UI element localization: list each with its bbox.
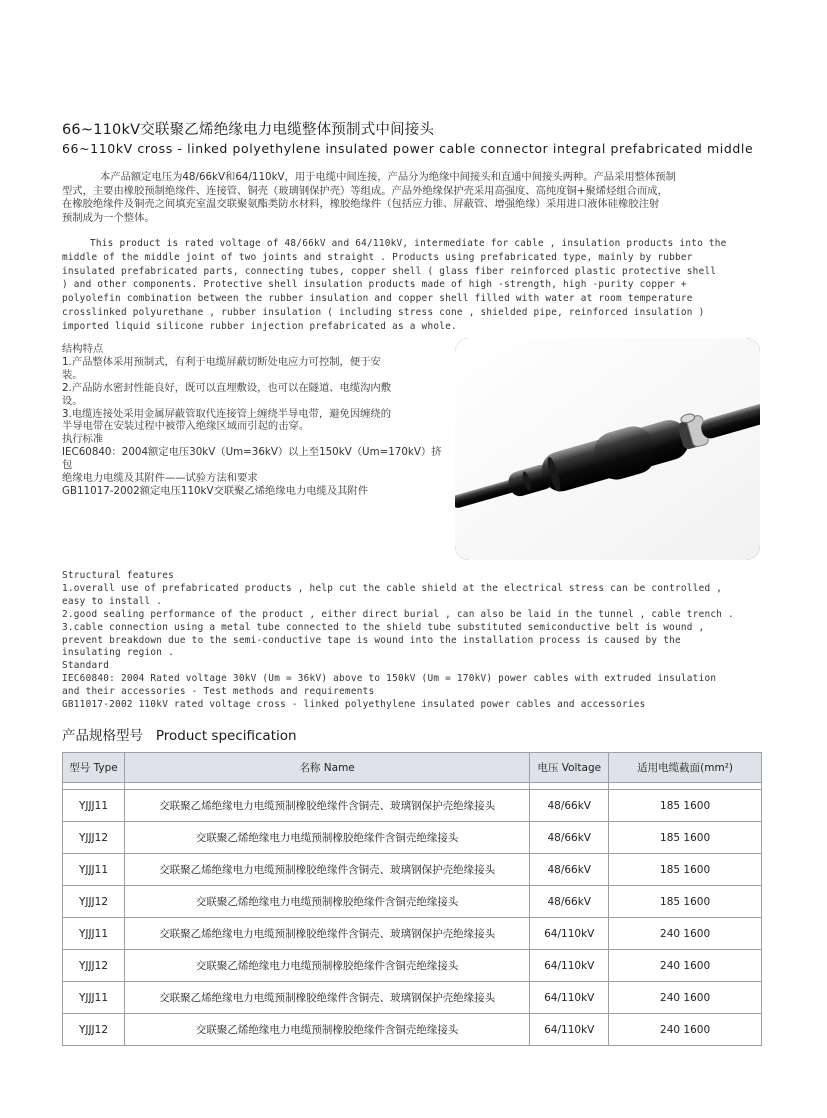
cell-cross-section: 240 1600: [609, 950, 762, 982]
cell-name: 交联聚乙烯绝缘电力电缆预制橡胶绝缘件含铜壳、玻璃钢保护壳绝缘接头: [124, 918, 529, 950]
features-cn-line: 2.产品防水密封性能良好，既可以直埋敷设，也可以在隧道、电缆沟内敷: [62, 381, 392, 394]
header-voltage: 电压 Voltage: [530, 753, 609, 783]
header-name: 名称 Name: [124, 753, 529, 783]
cell-name: 交联聚乙烯绝缘电力电缆预制橡胶绝缘件含铜壳、玻璃钢保护壳绝缘接头: [124, 982, 529, 1014]
features-en: [62, 570, 772, 712]
table-row: [63, 790, 762, 822]
cell-voltage: 48/66kV: [530, 822, 609, 854]
intro-en: [62, 237, 762, 334]
table-row: [63, 1014, 762, 1046]
table-spacer: [63, 783, 762, 790]
table-row: [63, 950, 762, 982]
intro-cn: [62, 171, 762, 225]
cell-type: YJJJ11: [63, 982, 125, 1014]
cell-voltage: 64/110kV: [530, 982, 609, 1014]
intro-en-line: middle of the middle joint of two joints and straight . Products using prefabricated type, mainly by rubber: [62, 251, 693, 263]
table-row: [63, 854, 762, 886]
intro-en-line: This product is rated voltage of 48/66kV and 64/110kV, intermediate for cable , insulation products into the: [90, 238, 727, 249]
standard-en-heading: Standard: [62, 660, 110, 672]
features-cn-line: 设。: [62, 394, 83, 407]
features-en-line: 1.overall use of prefabricated products , help cut the cable shield at the electrical stress can be controlled ,: [62, 582, 723, 594]
table-header-row: [63, 753, 762, 783]
cell-cross-section: 240 1600: [609, 982, 762, 1014]
cell-type: YJJJ12: [63, 822, 125, 854]
features-cn-line: IEC60840：2004额定电压30kV（Um=36kV）以上至150kV（Um=170kV）挤包: [62, 446, 442, 472]
cell-cross-section: 240 1600: [609, 1014, 762, 1046]
features-en-line: IEC60840: 2004 Rated voltage 30kV (Um = 36kV) above to 150kV (Um = 170kV) power cables with extruded insulation: [62, 673, 717, 685]
intro-en-line: insulated prefabricated parts, connecting tubes, copper shell ( glass fiber reinforced plastic protective shell: [62, 265, 717, 277]
features-cn-line: 装。: [62, 368, 83, 381]
features-cn-line: 半导电带在安装过程中被带入绝缘区域而引起的击穿。: [62, 420, 310, 433]
intro-cn-line: 在橡胶绝缘件及铜壳之间填充室温交联聚氨酯类防水材料，橡胶绝缘件（包括应力锥、屏蔽管、增强绝缘）采用进口液体硅橡胶注射: [62, 198, 660, 210]
standard-cn-heading: 执行标准: [62, 433, 104, 446]
spec-section-title: 产品规格型号 Product specification: [62, 728, 297, 744]
features-cn-line: 3.电缆连接处采用金属屏蔽管取代连接管上缠绕半导电带，避免因缠绕的: [62, 407, 392, 420]
cell-type: YJJJ11: [63, 854, 125, 886]
table-row: [63, 982, 762, 1014]
intro-en-line: imported liquid silicone rubber injection prefabricated as a whole.: [62, 320, 457, 332]
cell-type: YJJJ12: [63, 1014, 125, 1046]
cell-voltage: 64/110kV: [530, 950, 609, 982]
cell-type: YJJJ12: [63, 950, 125, 982]
features-cn-line: 1.产品整体采用预制式，有利于电缆屏蔽切断处电应力可控制，便于安: [62, 355, 381, 368]
intro-en-line: polyolefin combination between the rubber insulation and copper shell filled with water at room temperature: [62, 293, 693, 305]
cell-type: YJJJ11: [63, 918, 125, 950]
cell-voltage: 48/66kV: [530, 854, 609, 886]
features-cn: [62, 343, 447, 498]
cell-cross-section: 185 1600: [609, 854, 762, 886]
features-en-heading: Structural features: [62, 570, 174, 581]
cell-cross-section: 185 1600: [609, 790, 762, 822]
features-en-line: easy to install .: [62, 595, 163, 607]
intro-cn-line: 本产品额定电压为48/66kV和64/110kV，用于电缆中间连接，产品分为绝缘中间接头和直通中间接头两种。产品采用整体预制: [100, 171, 676, 183]
cell-name: 交联聚乙烯绝缘电力电缆预制橡胶绝缘件含铜壳绝缘接头: [124, 822, 529, 854]
cell-name: 交联聚乙烯绝缘电力电缆预制橡胶绝缘件含铜壳、玻璃钢保护壳绝缘接头: [124, 854, 529, 886]
features-en-line: GB11017-2002 110kV rated voltage cross - linked polyethylene insulated power cables and accessories: [62, 699, 646, 711]
cell-voltage: 48/66kV: [530, 790, 609, 822]
cell-cross-section: 185 1600: [609, 886, 762, 918]
cell-name: 交联聚乙烯绝缘电力电缆预制橡胶绝缘件含铜壳绝缘接头: [124, 950, 529, 982]
header-type: 型号 Type: [63, 753, 125, 783]
cable-joint-illustration: [455, 338, 760, 560]
header-cross-section: 适用电缆截面(mm²): [609, 753, 762, 783]
cell-voltage: 64/110kV: [530, 918, 609, 950]
product-spec-table: [62, 752, 762, 1046]
table-row: [63, 822, 762, 854]
cell-voltage: 48/66kV: [530, 886, 609, 918]
features-en-line: 2.good sealing performance of the product , either direct burial , can also be laid in the tunnel , cable trench .: [62, 608, 734, 620]
features-en-line: 3.cable connection using a metal tube connected to the shield tube substituted semiconductive belt is wound ,: [62, 621, 705, 633]
features-cn-line: 绝缘电力电缆及其附件——试验方法和要求: [62, 472, 258, 485]
cell-cross-section: 185 1600: [609, 822, 762, 854]
intro-cn-line: 型式，主要由橡胶预制绝缘件、连接管、铜壳（玻璃钢保护壳）等组成。产品外绝缘保护壳采用高强度、高纯度铜+聚烯烃组合而成，: [62, 184, 668, 197]
cable-joint-photo: [455, 338, 760, 560]
features-en-line: and their accessories - Test methods and requirements: [62, 686, 375, 698]
intro-en-line: crosslinked polyurethane , rubber insulation ( including stress cone , shielded pipe, reinforced insulation ): [62, 306, 705, 318]
features-en-line: prevent breakdown due to the semi-conductive tape is wound into the installation process is caused by the: [62, 634, 681, 646]
features-en-line: insulating region .: [62, 647, 174, 659]
cell-name: 交联聚乙烯绝缘电力电缆预制橡胶绝缘件含铜壳绝缘接头: [124, 1014, 529, 1046]
page-title-cn: 66~110kV交联聚乙烯绝缘电力电缆整体预制式中间接头: [62, 122, 435, 138]
cell-voltage: 64/110kV: [530, 1014, 609, 1046]
cell-cross-section: 240 1600: [609, 918, 762, 950]
cell-name: 交联聚乙烯绝缘电力电缆预制橡胶绝缘件含铜壳绝缘接头: [124, 886, 529, 918]
table-row: [63, 918, 762, 950]
features-cn-line: GB11017-2002额定电压110kV交联聚乙烯绝缘电力电缆及其附件: [62, 484, 369, 497]
cell-name: 交联聚乙烯绝缘电力电缆预制橡胶绝缘件含铜壳、玻璃钢保护壳绝缘接头: [124, 790, 529, 822]
intro-cn-line: 预制成为一个整体。: [62, 211, 155, 224]
intro-en-line: ) and other components. Protective shell insulation products made of high -strength, high -purity copper +: [62, 279, 687, 291]
features-cn-heading: 结构特点: [62, 343, 104, 355]
page-title-en: 66~110kV cross - linked polyethylene insulated power cable connector integral prefabricated middle: [62, 141, 754, 156]
table-row: [63, 886, 762, 918]
cell-type: YJJJ12: [63, 886, 125, 918]
cell-type: YJJJ11: [63, 790, 125, 822]
